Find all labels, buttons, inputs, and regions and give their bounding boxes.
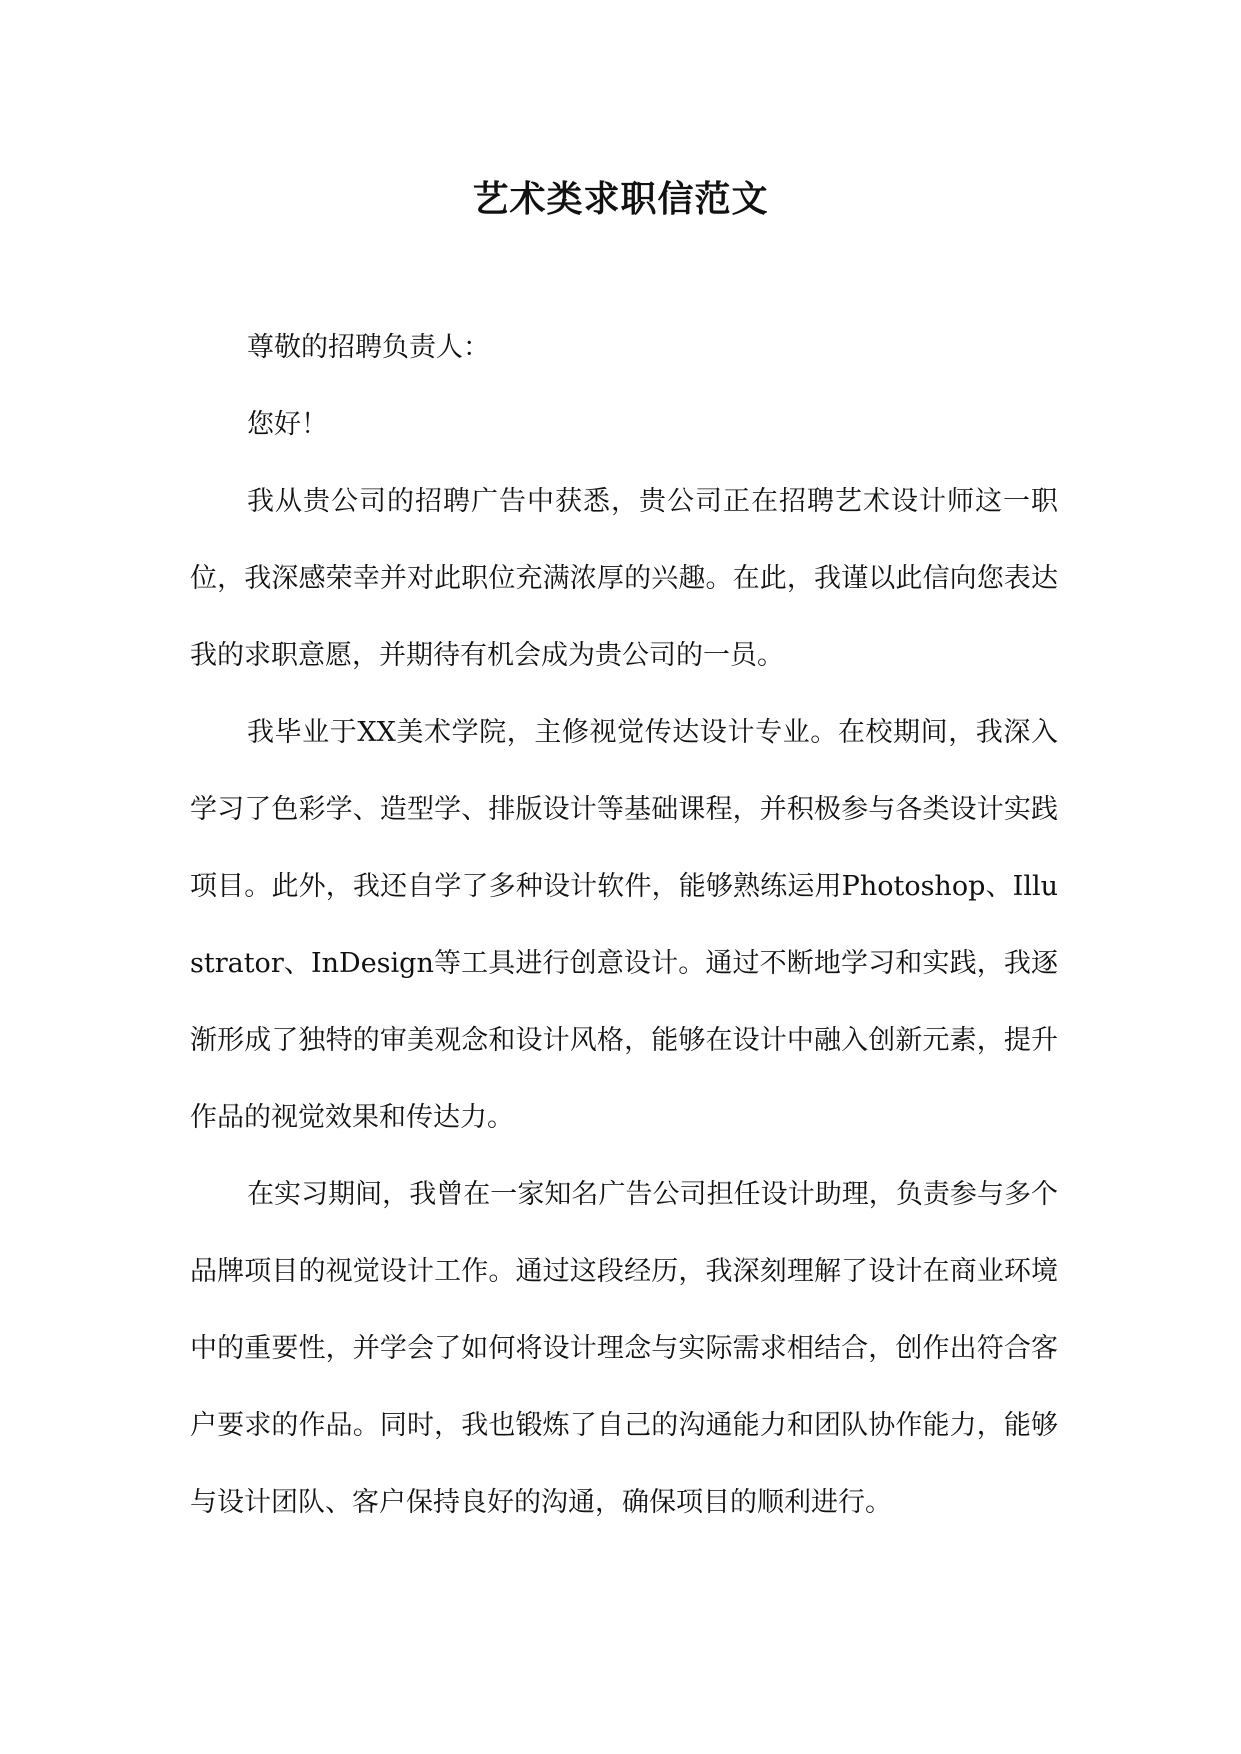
- salutation: 尊敬的招聘负责人：: [247, 332, 490, 363]
- paragraph-internship: 在实习期间，我曾在一家知名广告公司担任设计助理，负责参与多个品牌项目的视觉设计工作。通过这段经历，我深刻理解了设计在商业环境中的重要性，并学会了如何将设计理念与实际需求相结合，创作出符合客户要求的作品。同时，我也锻炼了自己的沟通能力和团队协作能力，能够与设计团队、客户保持良好的沟通，确保项目的顺利进行。: [190, 1179, 1058, 1518]
- greeting: 您好！: [247, 409, 328, 440]
- paragraph-intro: 我从贵公司的招聘广告中获悉，贵公司正在招聘艺术设计师这一职位，我深感荣幸并对此职位充满浓厚的兴趣。在此，我谨以此信向您表达我的求职意愿，并期待有机会成为贵公司的一员。: [190, 486, 1058, 671]
- paragraph-education: 我毕业于XX美术学院，主修视觉传达设计专业。在校期间，我深入学习了色彩学、造型学、排版设计等基础课程，并积极参与各类设计实践项目。此外，我还自学了多种设计软件，能够熟练运用Photoshop、Illustrator、InDesign等工具进行创意设计。通过不断地学习和实践，我逐渐形成了独特的审美观念和设计风格，能够在设计中融入创新元素，提升作品的视觉效果和传达力。: [190, 717, 1058, 1133]
- document-title: 艺术类求职信范文: [472, 179, 769, 220]
- letter-body: [190, 309, 1058, 1541]
